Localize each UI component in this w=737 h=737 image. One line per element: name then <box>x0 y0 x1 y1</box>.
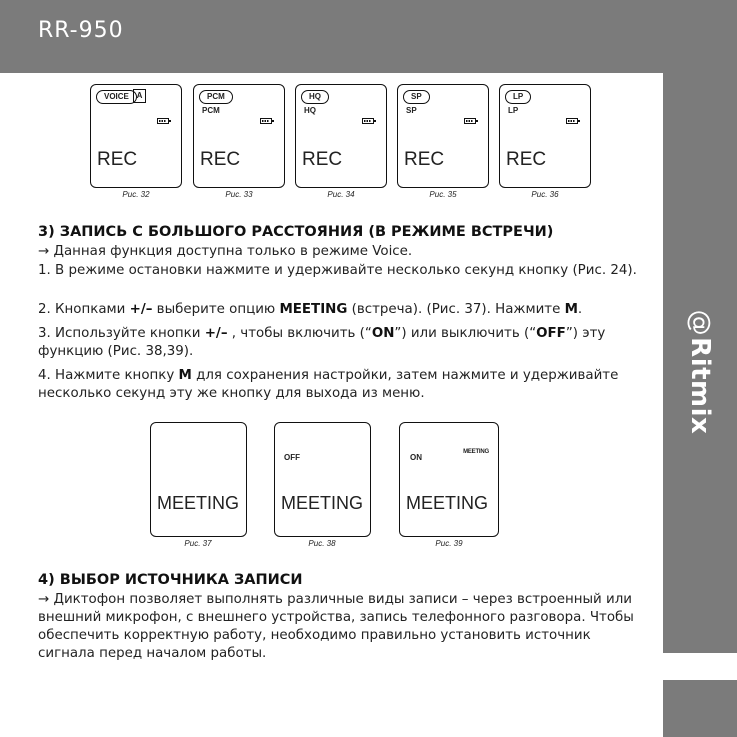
screen-status: REC <box>404 149 445 170</box>
figure-caption: Рис. 35 <box>429 190 457 199</box>
figure-caption: Рис. 38 <box>308 539 336 548</box>
figure-35-screen <box>397 84 489 188</box>
auto-badge: A <box>133 89 146 103</box>
meeting-indicator: MEETING <box>463 449 489 455</box>
ritmix-logo: @Ritmix <box>685 309 715 435</box>
figure-caption: Рис. 36 <box>531 190 559 199</box>
model-title: RR-950 <box>38 18 124 43</box>
section-3-step-1: 1. В режиме остановки нажмите и удерживайте несколько секунд кнопку (Рис. 24). <box>38 263 637 278</box>
side-band-bottom <box>663 680 737 737</box>
figure-37-screen <box>150 422 247 537</box>
figure-caption: Рис. 37 <box>184 539 212 548</box>
header-band <box>0 0 737 73</box>
mode-badge: LP <box>505 90 531 104</box>
screen-status: REC <box>200 149 241 170</box>
section-4-body: → Диктофон позволяет выполнять различные виды записи – через встроенный или внешний микрофон, с внешнего устройства, запись телефонного разговора. Чтобы обеспечить корректную работу, необходимо правильно установить источник сигнала перед началом работы. <box>38 592 634 661</box>
mode-label: SP <box>406 106 417 115</box>
mode-label: HQ <box>304 106 316 115</box>
figure-caption: Рис. 32 <box>122 190 150 199</box>
screen-status: REC <box>506 149 547 170</box>
screen-status: REC <box>302 149 343 170</box>
battery-icon <box>566 118 578 124</box>
screen-status: MEETING <box>406 493 489 513</box>
figure-34-screen <box>295 84 387 188</box>
battery-icon <box>260 118 272 124</box>
figure-38-screen <box>274 422 371 537</box>
section-3-note: → Данная функция доступна только в режиме Voice. <box>38 244 413 259</box>
battery-icon <box>157 118 169 124</box>
mode-badge: PCM <box>199 90 233 104</box>
figure-caption: Рис. 34 <box>327 190 355 199</box>
on-label: ON <box>410 453 422 462</box>
mode-badge: SP <box>403 90 430 104</box>
section-3-step-4: 4. Нажмите кнопку M для сохранения настройки, затем нажмите и удерживайте несколько секунд эту же кнопку для выхода из меню. <box>38 368 619 401</box>
section-4-heading: 4) ВЫБОР ИСТОЧНИКА ЗАПИСИ <box>38 572 303 588</box>
figure-32-screen <box>90 84 182 188</box>
section-3-step-2: 2. Кнопками +/– выберите опцию MEETING (встреча). (Рис. 37). Нажмите M. <box>38 302 583 317</box>
section-3-heading: 3) ЗАПИСЬ С БОЛЬШОГО РАССТОЯНИЯ (В РЕЖИМЕ ВСТРЕЧИ) <box>38 224 554 240</box>
screen-status: MEETING <box>157 493 240 513</box>
mode-label: LP <box>508 106 519 115</box>
mode-badge: HQ <box>301 90 329 104</box>
figure-36-screen <box>499 84 591 188</box>
section-3-step-3: 3. Используйте кнопки +/– , чтобы включить (“ON”) или выключить (“OFF”) эту функцию (Рис. 38,39). <box>38 326 606 359</box>
screen-status: REC <box>97 149 138 170</box>
figure-33-screen <box>193 84 285 188</box>
figure-caption: Рис. 39 <box>435 539 463 548</box>
figure-caption: Рис. 33 <box>225 190 253 199</box>
battery-icon <box>362 118 374 124</box>
screen-status: MEETING <box>281 493 364 513</box>
battery-icon <box>464 118 476 124</box>
mode-label: PCM <box>202 106 220 115</box>
mode-badge: VOICE <box>96 90 137 104</box>
off-label: OFF <box>284 453 300 462</box>
figure-39-screen <box>399 422 499 537</box>
